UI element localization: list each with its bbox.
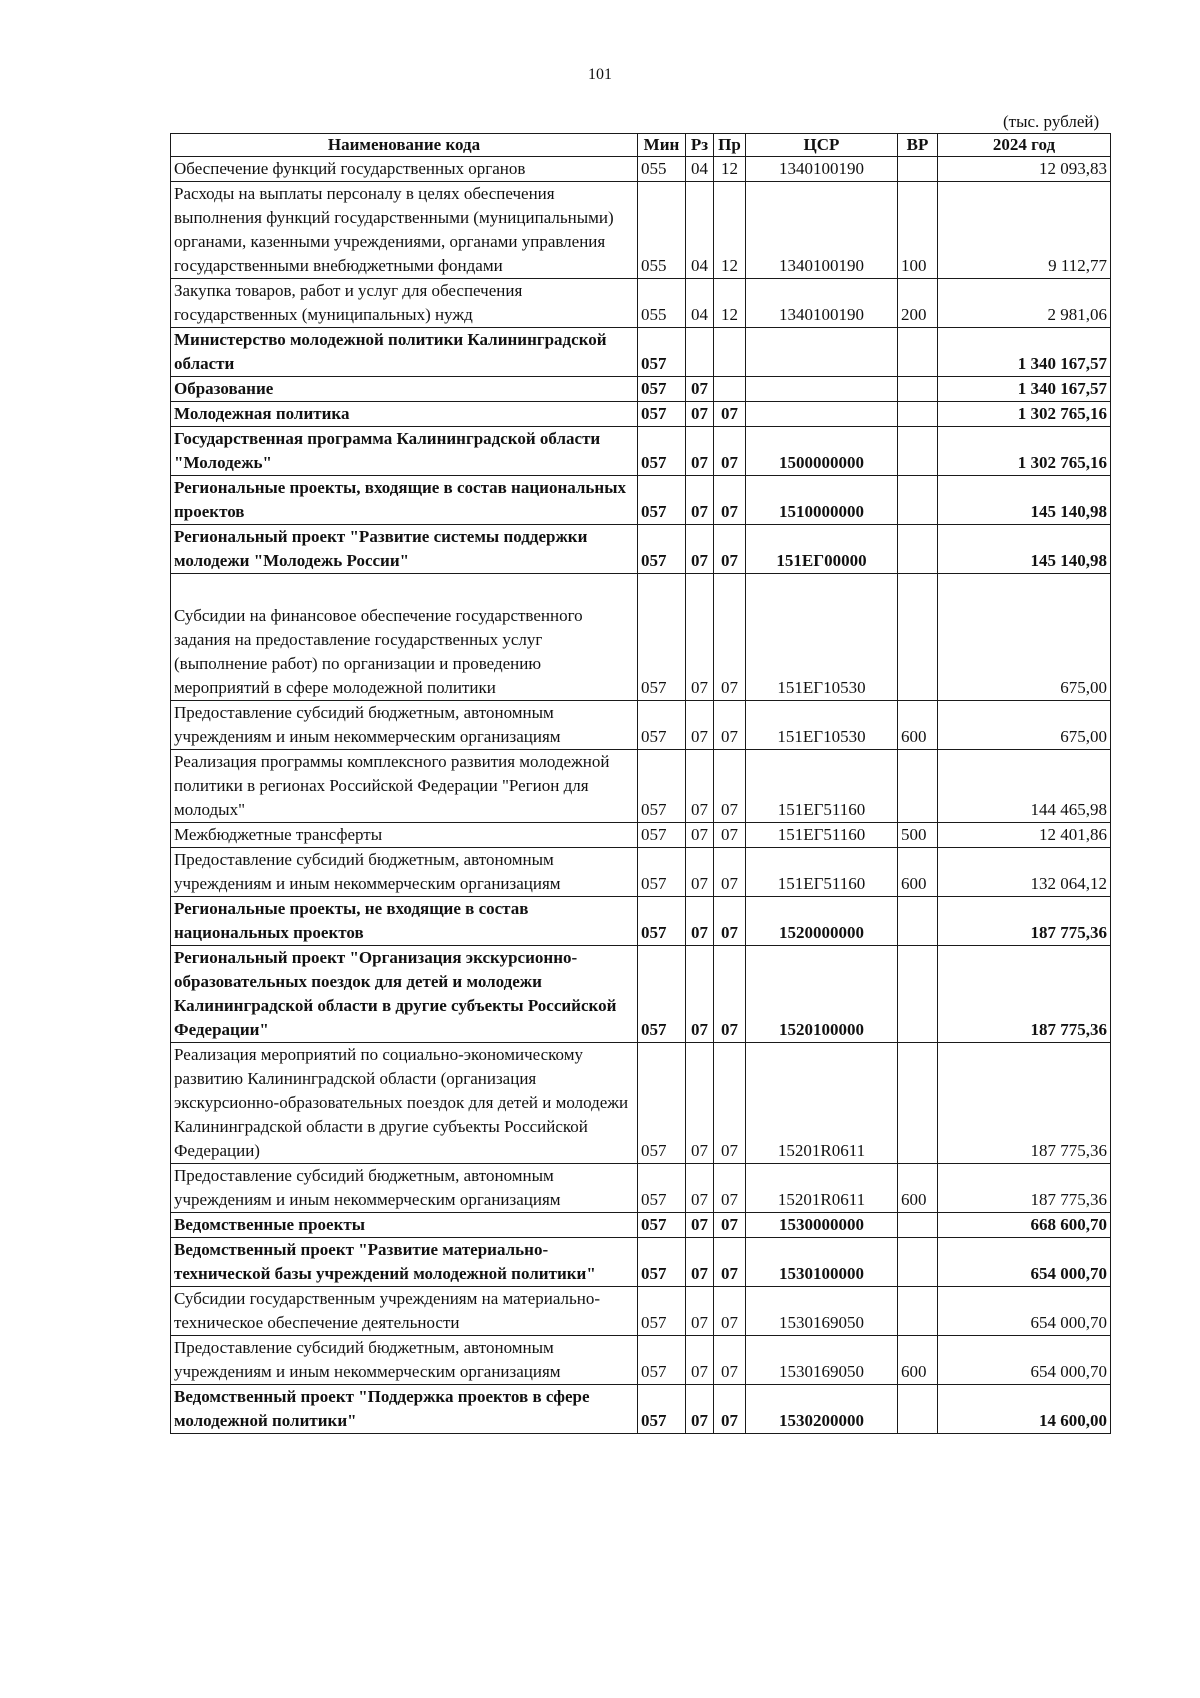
cell-vr xyxy=(898,402,938,427)
cell-rz xyxy=(686,328,714,377)
cell-min: 057 xyxy=(638,750,686,823)
cell-csr: 1530100000 xyxy=(746,1238,898,1287)
cell-sum: 668 600,70 xyxy=(938,1213,1111,1238)
cell-sum: 675,00 xyxy=(938,701,1111,750)
cell-min: 057 xyxy=(638,476,686,525)
cell-pr: 07 xyxy=(714,823,746,848)
cell-sum: 187 775,36 xyxy=(938,1043,1111,1164)
cell-vr xyxy=(898,476,938,525)
table-row xyxy=(171,946,1111,1043)
cell-name: Субсидии на финансовое обеспечение государственного задания на предоставление государственных услуг (выполнение работ) по организации и проведению мероприятий в сфере молодежной политики xyxy=(171,574,638,701)
table-header-row xyxy=(171,134,1111,157)
cell-rz: 07 xyxy=(686,377,714,402)
table-row xyxy=(171,701,1111,750)
cell-sum: 654 000,70 xyxy=(938,1287,1111,1336)
cell-sum: 12 401,86 xyxy=(938,823,1111,848)
cell-pr: 07 xyxy=(714,1238,746,1287)
cell-sum: 12 093,83 xyxy=(938,157,1111,182)
cell-csr: 151ЕГ51160 xyxy=(746,823,898,848)
cell-csr: 15201R0611 xyxy=(746,1164,898,1213)
cell-csr: 151ЕГ00000 xyxy=(746,525,898,574)
cell-csr: 1500000000 xyxy=(746,427,898,476)
cell-name: Межбюджетные трансферты xyxy=(171,823,638,848)
units-label: (тыс. рублей) xyxy=(1003,112,1100,131)
cell-rz: 04 xyxy=(686,182,714,279)
header-name: Наименование кода xyxy=(171,134,638,157)
cell-vr xyxy=(898,750,938,823)
table-row xyxy=(171,1287,1111,1336)
table-row xyxy=(171,525,1111,574)
cell-name: Молодежная политика xyxy=(171,402,638,427)
cell-csr xyxy=(746,328,898,377)
cell-min: 057 xyxy=(638,574,686,701)
cell-pr: 07 xyxy=(714,848,746,897)
cell-min: 055 xyxy=(638,182,686,279)
cell-pr: 12 xyxy=(714,279,746,328)
table-row xyxy=(171,823,1111,848)
table-row xyxy=(171,328,1111,377)
cell-csr: 1530169050 xyxy=(746,1336,898,1385)
cell-rz: 07 xyxy=(686,1336,714,1385)
cell-csr xyxy=(746,377,898,402)
cell-rz: 07 xyxy=(686,946,714,1043)
table-row xyxy=(171,1164,1111,1213)
cell-pr: 07 xyxy=(714,1385,746,1434)
cell-csr: 1340100190 xyxy=(746,182,898,279)
table-row xyxy=(171,897,1111,946)
cell-name: Ведомственные проекты xyxy=(171,1213,638,1238)
cell-rz: 07 xyxy=(686,1238,714,1287)
cell-pr: 07 xyxy=(714,1213,746,1238)
cell-name: Расходы на выплаты персоналу в целях обеспечения выполнения функций государственными (муниципальными) органами, казенными учреждениями, органами управления государственными внебюджетными фондами xyxy=(171,182,638,279)
cell-csr: 151ЕГ10530 xyxy=(746,574,898,701)
cell-csr: 1520100000 xyxy=(746,946,898,1043)
cell-pr: 07 xyxy=(714,476,746,525)
cell-rz: 07 xyxy=(686,476,714,525)
cell-rz: 07 xyxy=(686,1164,714,1213)
cell-name: Министерство молодежной политики Калининградской области xyxy=(171,328,638,377)
cell-sum: 187 775,36 xyxy=(938,946,1111,1043)
cell-min: 057 xyxy=(638,1385,686,1434)
cell-name: Предоставление субсидий бюджетным, автономным учреждениям и иным некоммерческим организациям xyxy=(171,848,638,897)
cell-pr: 12 xyxy=(714,182,746,279)
cell-rz: 07 xyxy=(686,574,714,701)
cell-rz: 07 xyxy=(686,701,714,750)
table-row xyxy=(171,1238,1111,1287)
cell-pr: 07 xyxy=(714,1043,746,1164)
cell-rz: 07 xyxy=(686,1213,714,1238)
table-row xyxy=(171,1043,1111,1164)
cell-name: Ведомственный проект "Развитие материально-технической базы учреждений молодежной политики" xyxy=(171,1238,638,1287)
cell-csr xyxy=(746,402,898,427)
cell-name: Региональные проекты, не входящие в состав национальных проектов xyxy=(171,897,638,946)
cell-csr: 1530200000 xyxy=(746,1385,898,1434)
cell-vr xyxy=(898,157,938,182)
cell-name: Региональный проект "Развитие системы поддержки молодежи "Молодежь России" xyxy=(171,525,638,574)
cell-vr: 200 xyxy=(898,279,938,328)
cell-name: Субсидии государственным учреждениям на материально-техническое обеспечение деятельности xyxy=(171,1287,638,1336)
cell-csr: 1530000000 xyxy=(746,1213,898,1238)
cell-min: 055 xyxy=(638,157,686,182)
cell-sum: 1 302 765,16 xyxy=(938,427,1111,476)
cell-rz: 07 xyxy=(686,848,714,897)
table-row xyxy=(171,574,1111,701)
cell-sum: 187 775,36 xyxy=(938,897,1111,946)
cell-min: 057 xyxy=(638,328,686,377)
cell-name: Ведомственный проект "Поддержка проектов в сфере молодежной политики" xyxy=(171,1385,638,1434)
cell-min: 057 xyxy=(638,897,686,946)
cell-min: 057 xyxy=(638,1287,686,1336)
cell-sum: 145 140,98 xyxy=(938,525,1111,574)
cell-vr: 100 xyxy=(898,182,938,279)
cell-min: 057 xyxy=(638,1213,686,1238)
table-row xyxy=(171,377,1111,402)
header-min: Мин xyxy=(638,134,686,157)
cell-csr: 1340100190 xyxy=(746,279,898,328)
cell-sum: 1 340 167,57 xyxy=(938,377,1111,402)
cell-min: 057 xyxy=(638,1164,686,1213)
cell-rz: 07 xyxy=(686,823,714,848)
cell-pr: 12 xyxy=(714,157,746,182)
cell-name: Предоставление субсидий бюджетным, автономным учреждениям и иным некоммерческим организациям xyxy=(171,701,638,750)
cell-sum: 14 600,00 xyxy=(938,1385,1111,1434)
cell-pr: 07 xyxy=(714,574,746,701)
cell-min: 057 xyxy=(638,823,686,848)
cell-vr xyxy=(898,1213,938,1238)
cell-sum: 1 302 765,16 xyxy=(938,402,1111,427)
cell-csr: 1530169050 xyxy=(746,1287,898,1336)
cell-rz: 07 xyxy=(686,525,714,574)
cell-min: 057 xyxy=(638,1336,686,1385)
cell-sum: 675,00 xyxy=(938,574,1111,701)
cell-pr xyxy=(714,328,746,377)
cell-sum: 132 064,12 xyxy=(938,848,1111,897)
cell-csr: 151ЕГ10530 xyxy=(746,701,898,750)
cell-vr xyxy=(898,1287,938,1336)
cell-vr xyxy=(898,377,938,402)
cell-csr: 1510000000 xyxy=(746,476,898,525)
cell-min: 057 xyxy=(638,525,686,574)
cell-min: 057 xyxy=(638,701,686,750)
cell-rz: 07 xyxy=(686,897,714,946)
cell-pr: 07 xyxy=(714,701,746,750)
cell-min: 057 xyxy=(638,427,686,476)
cell-sum: 145 140,98 xyxy=(938,476,1111,525)
cell-min: 057 xyxy=(638,377,686,402)
cell-min: 055 xyxy=(638,279,686,328)
header-vr: ВР xyxy=(898,134,938,157)
cell-name: Региональный проект "Организация экскурсионно-образовательных поездок для детей и молодежи Калининградской области в другие субъекты Российской Федерации" xyxy=(171,946,638,1043)
cell-csr: 151ЕГ51160 xyxy=(746,750,898,823)
table-row xyxy=(171,1336,1111,1385)
cell-sum: 1 340 167,57 xyxy=(938,328,1111,377)
cell-vr: 500 xyxy=(898,823,938,848)
cell-name: Реализация программы комплексного развития молодежной политики в регионах Российской Федерации "Регион для молодых" xyxy=(171,750,638,823)
cell-vr xyxy=(898,574,938,701)
cell-name: Предоставление субсидий бюджетным, автономным учреждениям и иным некоммерческим организациям xyxy=(171,1336,638,1385)
cell-vr xyxy=(898,1238,938,1287)
cell-name: Государственная программа Калининградской области "Молодежь" xyxy=(171,427,638,476)
table-row xyxy=(171,157,1111,182)
cell-pr: 07 xyxy=(714,750,746,823)
cell-sum: 144 465,98 xyxy=(938,750,1111,823)
table-row xyxy=(171,476,1111,525)
header-year: 2024 год xyxy=(938,134,1111,157)
table-row xyxy=(171,427,1111,476)
cell-name: Обеспечение функций государственных органов xyxy=(171,157,638,182)
cell-sum: 2 981,06 xyxy=(938,279,1111,328)
cell-csr: 15201R0611 xyxy=(746,1043,898,1164)
table-body xyxy=(171,157,1111,1434)
cell-name: Закупка товаров, работ и услуг для обеспечения государственных (муниципальных) нужд xyxy=(171,279,638,328)
cell-vr xyxy=(898,946,938,1043)
table-row xyxy=(171,750,1111,823)
cell-vr xyxy=(898,897,938,946)
cell-min: 057 xyxy=(638,402,686,427)
budget-table xyxy=(170,133,1111,1434)
cell-vr xyxy=(898,525,938,574)
cell-vr: 600 xyxy=(898,701,938,750)
cell-rz: 04 xyxy=(686,279,714,328)
page-number: 101 xyxy=(588,66,612,83)
cell-pr: 07 xyxy=(714,525,746,574)
cell-min: 057 xyxy=(638,946,686,1043)
cell-rz: 07 xyxy=(686,750,714,823)
cell-min: 057 xyxy=(638,1238,686,1287)
cell-pr: 07 xyxy=(714,402,746,427)
cell-vr xyxy=(898,328,938,377)
cell-name: Предоставление субсидий бюджетным, автономным учреждениям и иным некоммерческим организациям xyxy=(171,1164,638,1213)
cell-rz: 07 xyxy=(686,402,714,427)
cell-rz: 07 xyxy=(686,427,714,476)
header-pr: Пр xyxy=(714,134,746,157)
cell-sum: 187 775,36 xyxy=(938,1164,1111,1213)
cell-rz: 04 xyxy=(686,157,714,182)
cell-pr: 07 xyxy=(714,427,746,476)
table-row xyxy=(171,848,1111,897)
cell-rz: 07 xyxy=(686,1043,714,1164)
cell-vr: 600 xyxy=(898,1164,938,1213)
cell-pr xyxy=(714,377,746,402)
table-row xyxy=(171,279,1111,328)
table-row xyxy=(171,182,1111,279)
table-row xyxy=(171,1385,1111,1434)
cell-sum: 654 000,70 xyxy=(938,1336,1111,1385)
cell-vr: 600 xyxy=(898,1336,938,1385)
cell-name: Реализация мероприятий по социально-экономическому развитию Калининградской области (организация экскурсионно-образовательных поездок для детей и молодежи Калининградской области в другие субъекты Российской Федерации) xyxy=(171,1043,638,1164)
cell-sum: 654 000,70 xyxy=(938,1238,1111,1287)
cell-csr: 1520000000 xyxy=(746,897,898,946)
cell-name: Региональные проекты, входящие в состав национальных проектов xyxy=(171,476,638,525)
cell-rz: 07 xyxy=(686,1385,714,1434)
cell-rz: 07 xyxy=(686,1287,714,1336)
cell-min: 057 xyxy=(638,1043,686,1164)
cell-csr: 1340100190 xyxy=(746,157,898,182)
cell-vr xyxy=(898,1385,938,1434)
cell-csr: 151ЕГ51160 xyxy=(746,848,898,897)
table-row xyxy=(171,1213,1111,1238)
cell-pr: 07 xyxy=(714,1287,746,1336)
cell-vr: 600 xyxy=(898,848,938,897)
cell-pr: 07 xyxy=(714,946,746,1043)
cell-name: Образование xyxy=(171,377,638,402)
cell-pr: 07 xyxy=(714,897,746,946)
cell-pr: 07 xyxy=(714,1336,746,1385)
cell-vr xyxy=(898,1043,938,1164)
cell-pr: 07 xyxy=(714,1164,746,1213)
table-row xyxy=(171,402,1111,427)
header-rz: Рз xyxy=(686,134,714,157)
cell-vr xyxy=(898,427,938,476)
cell-sum: 9 112,77 xyxy=(938,182,1111,279)
cell-min: 057 xyxy=(638,848,686,897)
header-csr: ЦСР xyxy=(746,134,898,157)
